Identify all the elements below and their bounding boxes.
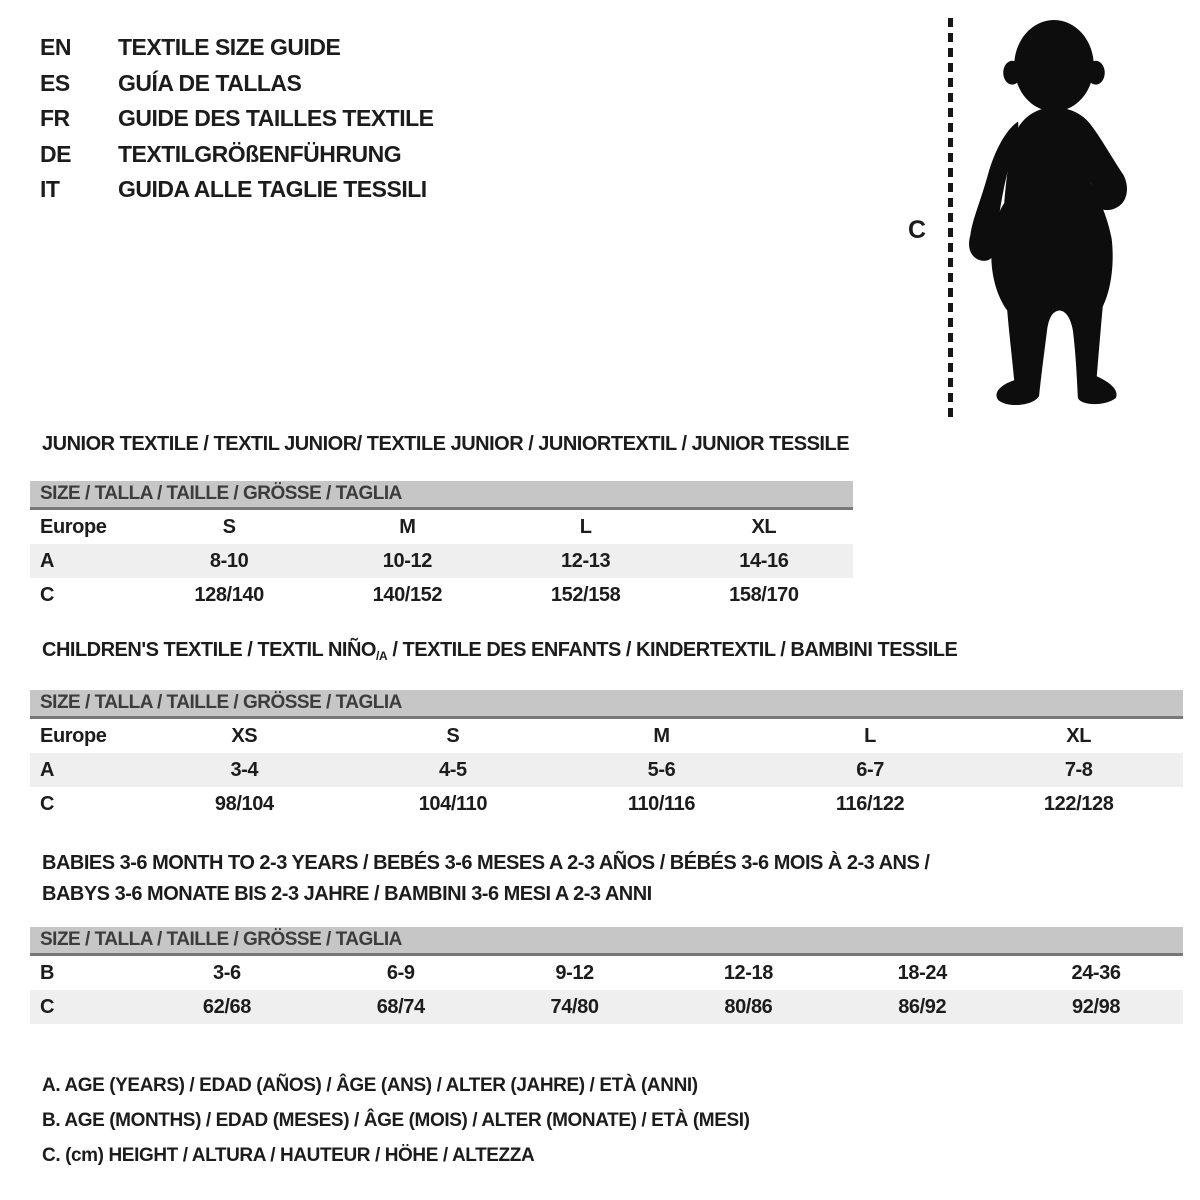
- table-cell: 62/68: [202, 995, 251, 1018]
- language-row: [40, 172, 434, 208]
- table-cell: M: [653, 724, 670, 747]
- children-title-text: / TEXTILE DES ENFANTS / KINDERTEXTIL / BAMBINI TESSILE: [387, 639, 958, 661]
- table-cell: L: [579, 515, 592, 538]
- table-cell: 74/80: [550, 995, 599, 1018]
- legend-line-a: A. AGE (YEARS) / EDAD (AÑOS) / ÂGE (ANS) / ALTER (JAHRE) / ETÀ (ANNI): [42, 1075, 698, 1096]
- children-title-text: CHILDREN'S TEXTILE / TEXTIL NIÑO: [42, 639, 376, 661]
- height-measure-line: [948, 18, 953, 417]
- table-cell: 92/98: [1072, 995, 1121, 1018]
- table-cell: 128/140: [194, 583, 264, 606]
- table-row: [30, 544, 853, 578]
- size-header: SIZE / TALLA / TAILLE / GRÖSSE / TAGLIA: [30, 690, 1183, 719]
- table-cell: 6-7: [856, 758, 884, 781]
- babies-section-title: [42, 848, 982, 910]
- table-row: [30, 753, 1183, 787]
- language-title: GUÍA DE TALLAS: [118, 69, 302, 96]
- language-code: IT: [40, 176, 60, 203]
- children-size-table: [30, 690, 1183, 821]
- language-row: [40, 101, 434, 137]
- language-code: DE: [40, 140, 71, 167]
- language-title: GUIDE DES TAILLES TEXTILE: [118, 105, 434, 132]
- table-row-label: Europe: [40, 515, 107, 538]
- table-row: [30, 719, 1183, 753]
- children-section-title: [42, 639, 957, 663]
- table-cell: 7-8: [1064, 758, 1093, 781]
- table-cell: XS: [231, 724, 258, 747]
- table-row-label: Europe: [40, 724, 107, 747]
- table-cell: 9-12: [555, 961, 594, 984]
- language-title-list: [40, 30, 434, 208]
- babies-size-table: [30, 927, 1183, 1024]
- table-row: [30, 787, 1183, 821]
- table-cell: 12-18: [723, 961, 773, 984]
- legend-line-b: B. AGE (MONTHS) / EDAD (MESES) / ÂGE (MOIS) / ALTER (MONATE) / ETÀ (MESI): [42, 1110, 750, 1131]
- table-cell: 24-36: [1071, 961, 1121, 984]
- table-row: [30, 990, 1183, 1024]
- table-cell: 6-9: [386, 961, 415, 984]
- table-cell: 122/128: [1043, 792, 1114, 815]
- table-cell: XL: [751, 515, 777, 538]
- language-row: [40, 30, 434, 66]
- table-cell: 5-6: [647, 758, 676, 781]
- table-cell: S: [446, 724, 460, 747]
- junior-section-title: JUNIOR TEXTILE / TEXTIL JUNIOR/ TEXTILE JUNIOR / JUNIORTEXTIL / JUNIOR TESSILE: [42, 433, 850, 455]
- language-title: TEXTILGRÖßENFÜHRUNG: [118, 140, 402, 167]
- table-row: [30, 510, 853, 544]
- children-title-subscript: /A: [375, 649, 388, 663]
- table-cell: 3-6: [213, 961, 241, 984]
- size-header: SIZE / TALLA / TAILLE / GRÖSSE / TAGLIA: [30, 927, 1183, 956]
- table-cell: 68/74: [376, 995, 425, 1018]
- table-cell: 140/152: [372, 583, 443, 606]
- table-cell: 152/158: [550, 583, 621, 606]
- table-cell: 116/122: [835, 792, 905, 815]
- table-row: [30, 578, 853, 612]
- language-code: EN: [40, 34, 71, 61]
- language-title: GUIDA ALLE TAGLIE TESSILI: [118, 176, 427, 203]
- toddler-silhouette-icon: [962, 18, 1140, 420]
- table-cell: 98/104: [214, 792, 274, 815]
- table-row-label: B: [40, 961, 55, 984]
- legend-line-c: C. (cm) HEIGHT / ALTURA / HAUTEUR / HÖHE / ALTEZZA: [42, 1145, 535, 1166]
- babies-title-line2: BABYS 3-6 MONATE BIS 2-3 JAHRE / BAMBINI 3-6 MESI A 2-3 ANNI: [42, 883, 652, 905]
- table-cell: 18-24: [897, 961, 947, 984]
- table-cell: 104/110: [418, 792, 488, 815]
- table-row-label: A: [40, 758, 55, 781]
- language-row: [40, 137, 434, 173]
- table-row-label: C: [40, 995, 55, 1018]
- table-row-label: C: [40, 583, 55, 606]
- babies-title-line1: BABIES 3-6 MONTH TO 2-3 YEARS / BEBÉS 3-6 MESES A 2-3 AÑOS / BÉBÉS 3-6 MOIS À 2-3 ANS /: [42, 852, 930, 874]
- table-row-label: C: [40, 792, 55, 815]
- table-cell: 12-13: [561, 549, 611, 572]
- table-cell: S: [222, 515, 236, 538]
- measurement-legend: [42, 1068, 750, 1173]
- table-cell: 14-16: [739, 549, 789, 572]
- language-code: FR: [40, 105, 70, 132]
- height-measure-label: C: [908, 216, 927, 244]
- table-cell: 86/92: [898, 995, 947, 1018]
- table-cell: 80/86: [724, 995, 773, 1018]
- table-cell: 8-10: [209, 549, 249, 572]
- size-header: SIZE / TALLA / TAILLE / GRÖSSE / TAGLIA: [30, 481, 853, 510]
- junior-size-table: [30, 481, 853, 612]
- table-cell: 10-12: [382, 549, 432, 572]
- language-title: TEXTILE SIZE GUIDE: [118, 34, 341, 61]
- table-cell: 4-5: [439, 758, 467, 781]
- table-cell: 110/116: [627, 792, 696, 815]
- table-cell: 3-4: [230, 758, 259, 781]
- table-cell: 158/170: [729, 583, 799, 606]
- table-cell: XL: [1066, 724, 1092, 747]
- table-cell: L: [864, 724, 876, 747]
- table-row: [30, 956, 1183, 990]
- table-cell: M: [399, 515, 416, 538]
- language-code: ES: [40, 69, 70, 96]
- language-row: [40, 66, 434, 102]
- table-row-label: A: [40, 549, 55, 572]
